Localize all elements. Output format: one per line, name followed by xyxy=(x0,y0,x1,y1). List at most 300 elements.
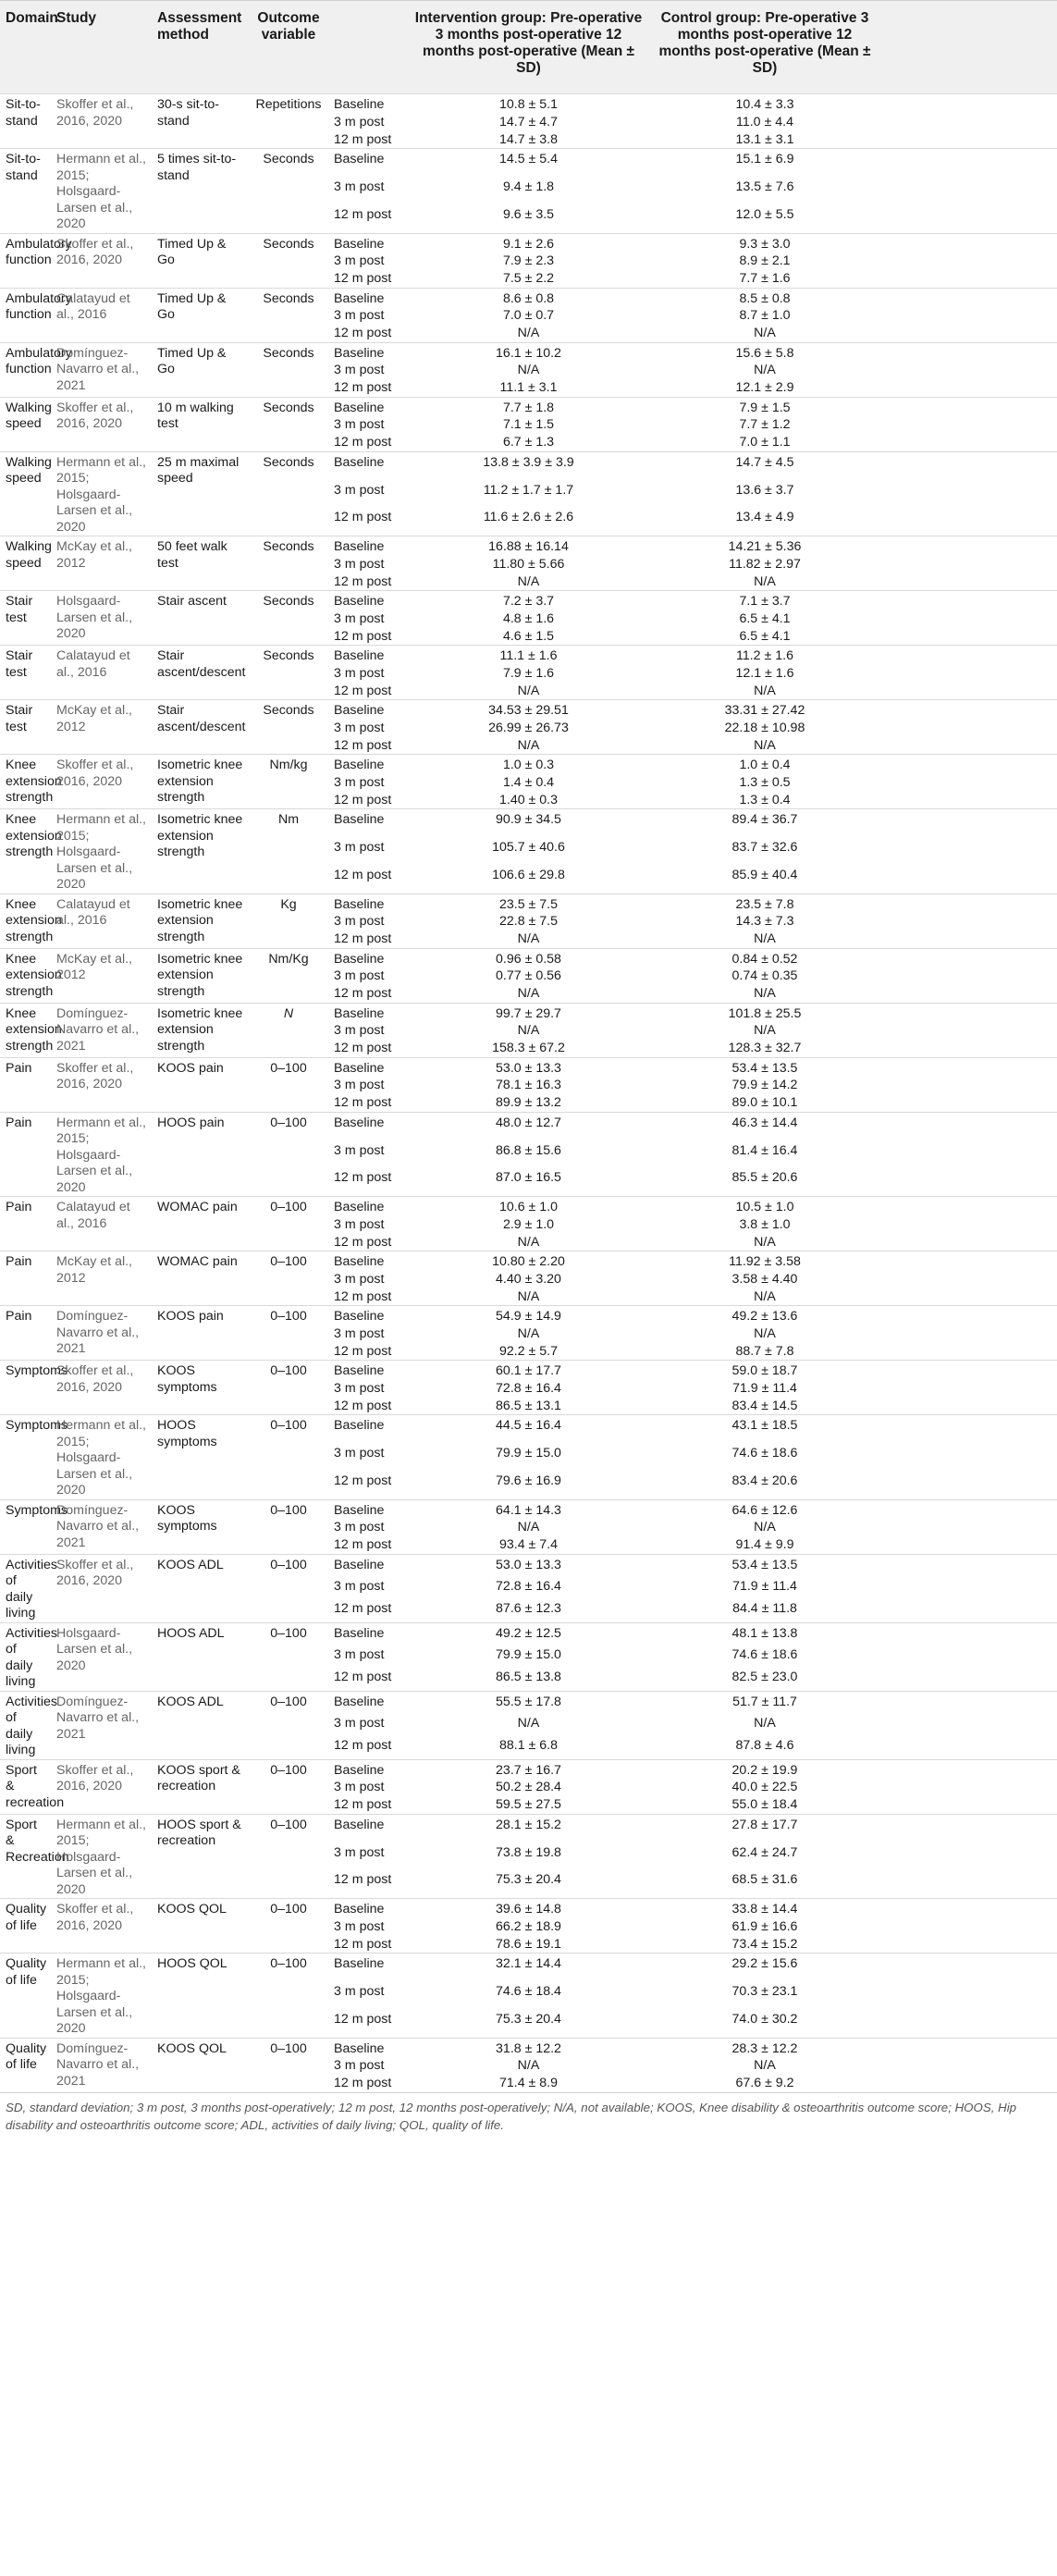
assessment-method-cell: KOOS pain xyxy=(152,1057,249,1112)
control-value-cell: 0.74 ± 0.35 xyxy=(731,968,798,983)
control-value-cell: 67.6 ± 9.2 xyxy=(735,2076,794,2090)
spacer-cell xyxy=(881,307,1057,325)
timepoint-cell: 12 m post xyxy=(334,1398,392,1413)
intervention-value-cell: 13.8 ± 3.9 ± 3.9 xyxy=(409,451,648,482)
intervention-value-cell: N/A xyxy=(517,2058,540,2073)
study-cell: McKay et al., 2012 xyxy=(51,1251,152,1306)
study-cell: Skoffer et al., 2016, 2020 xyxy=(51,1361,152,1415)
timepoint-cell: 12 m post xyxy=(334,683,392,698)
control-value-cell: 74.6 ± 18.6 xyxy=(731,1446,798,1461)
table-row xyxy=(0,809,1057,840)
spacer-cell xyxy=(881,233,1057,253)
spacer-cell xyxy=(881,1251,1057,1271)
outcome-variable-cell: Seconds xyxy=(249,288,328,342)
control-value-cell: 22.18 ± 10.98 xyxy=(724,720,805,735)
outcome-variable-cell: Seconds xyxy=(249,342,328,397)
timepoint-cell: 3 m post xyxy=(334,179,385,195)
spacer-cell xyxy=(881,1871,1057,1898)
timepoint-cell: 12 m post xyxy=(334,628,392,644)
study-cell: Hermann et al., 2015; Holsgaard-Larsen et al., 2020 xyxy=(51,1814,152,1899)
intervention-value-cell: N/A xyxy=(517,326,540,340)
intervention-value-cell: 79.9 ± 15.0 xyxy=(496,1446,561,1461)
assessment-method-cell: Isometric knee extension strength xyxy=(152,894,249,948)
control-value-cell: 11.92 ± 3.58 xyxy=(648,1251,881,1271)
outcome-variable-cell: Seconds xyxy=(249,646,328,700)
domain-cell: Pain xyxy=(0,1306,51,1361)
timepoint-cell: 12 m post xyxy=(334,1095,392,1110)
spacer-cell xyxy=(881,867,1057,894)
study-cell: Calatayud et al., 2016 xyxy=(51,894,152,948)
outcome-variable-cell: Kg xyxy=(249,894,328,948)
timepoint-cell: 3 m post xyxy=(334,1716,385,1732)
study-cell: Hermann et al., 2015; Holsgaard-Larsen et al., 2020 xyxy=(51,1415,152,1500)
control-value-cell: 13.1 ± 3.1 xyxy=(735,131,794,147)
intervention-value-cell: 11.2 ± 1.7 ± 1.7 xyxy=(483,482,574,498)
intervention-value-cell: 6.7 ± 1.3 xyxy=(502,435,555,450)
intervention-value-cell: 78.1 ± 16.3 xyxy=(496,1078,561,1092)
timepoint-cell: Baseline xyxy=(328,1415,409,1446)
outcome-variable-cell: 0–100 xyxy=(249,1251,328,1306)
intervention-value-cell: 78.6 ± 19.1 xyxy=(496,1936,561,1952)
assessment-method-cell: 25 m maximal speed xyxy=(152,451,249,536)
spacer-cell xyxy=(881,1759,1057,1779)
assessment-method-cell: KOOS ADL xyxy=(152,1554,249,1622)
control-value-cell: N/A xyxy=(754,573,776,589)
study-cell: Calatayud et al., 2016 xyxy=(51,1197,152,1251)
table-row xyxy=(0,2038,1057,2057)
timepoint-cell: 12 m post xyxy=(334,435,392,450)
control-value-cell: 128.3 ± 32.7 xyxy=(728,1041,802,1055)
intervention-value-cell: 4.6 ± 1.5 xyxy=(502,628,555,644)
domain-cell: Quality of life xyxy=(0,1954,51,2039)
domain-cell: Symptoms xyxy=(0,1415,51,1500)
spacer-cell xyxy=(881,536,1057,556)
timepoint-cell: 12 m post xyxy=(334,206,392,222)
spacer-cell xyxy=(881,792,1057,809)
outcome-variable-cell: N xyxy=(249,1003,328,1057)
control-value-cell: N/A xyxy=(754,326,776,340)
timepoint-cell: Baseline xyxy=(328,1554,409,1578)
intervention-value-cell: 1.0 ± 0.3 xyxy=(409,755,648,774)
control-value-cell: N/A xyxy=(754,737,776,753)
domain-cell: Pain xyxy=(0,1057,51,1112)
domain-cell: Knee extension strength xyxy=(0,755,51,809)
spacer-cell xyxy=(881,1094,1057,1112)
timepoint-cell: 3 m post xyxy=(334,1325,385,1341)
intervention-value-cell: 9.6 ± 3.5 xyxy=(502,206,555,222)
spacer-cell xyxy=(881,1398,1057,1415)
assessment-method-cell: HOOS ADL xyxy=(152,1622,249,1691)
spacer-cell xyxy=(881,931,1057,948)
timepoint-cell: Baseline xyxy=(328,1499,409,1519)
spacer-cell xyxy=(881,1234,1057,1251)
spacer-cell xyxy=(881,1112,1057,1142)
timepoint-cell: 3 m post xyxy=(334,2058,385,2073)
assessment-method-cell: Isometric knee extension strength xyxy=(152,755,249,809)
control-value-cell: 14.7 ± 4.5 xyxy=(648,451,881,482)
table-row xyxy=(0,536,1057,556)
spacer-cell xyxy=(881,1519,1057,1536)
spacer-cell xyxy=(881,1288,1057,1306)
domain-cell: Pain xyxy=(0,1251,51,1306)
control-value-cell: 81.4 ± 16.4 xyxy=(731,1142,798,1158)
control-value-cell: 71.9 ± 11.4 xyxy=(732,1380,797,1396)
assessment-method-cell: KOOS symptoms xyxy=(152,1499,249,1554)
assessment-method-cell: Timed Up & Go xyxy=(152,288,249,342)
intervention-value-cell: 16.1 ± 10.2 xyxy=(409,342,648,362)
control-value-cell: 23.5 ± 7.8 xyxy=(648,894,881,913)
intervention-value-cell: 79.9 ± 15.0 xyxy=(496,1647,561,1663)
control-value-cell: N/A xyxy=(754,363,776,377)
spacer-cell xyxy=(881,362,1057,379)
timepoint-cell: 12 m post xyxy=(334,1170,392,1186)
domain-cell: Ambulatory function xyxy=(0,342,51,397)
intervention-value-cell: N/A xyxy=(517,573,540,589)
intervention-value-cell: 10.80 ± 2.20 xyxy=(409,1251,648,1271)
intervention-value-cell: 7.0 ± 0.7 xyxy=(502,308,555,323)
table-row xyxy=(0,1197,1057,1216)
header-timepoint xyxy=(328,1,409,94)
assessment-method-cell: 5 times sit-to-stand xyxy=(152,149,249,234)
domain-cell: Activities of daily living xyxy=(0,1554,51,1622)
spacer-cell xyxy=(881,325,1057,342)
outcome-variable-cell: 0–100 xyxy=(249,1622,328,1691)
study-cell: Calatayud et al., 2016 xyxy=(51,646,152,700)
spacer-cell xyxy=(881,114,1057,131)
domain-cell: Knee extension strength xyxy=(0,948,51,1003)
control-value-cell: 83.4 ± 20.6 xyxy=(731,1473,798,1488)
spacer-cell xyxy=(881,2038,1057,2057)
control-value-cell: 70.3 ± 23.1 xyxy=(731,1984,798,2000)
domain-cell: Quality of life xyxy=(0,1899,51,1954)
spacer-cell xyxy=(881,1216,1057,1234)
timepoint-cell: Baseline xyxy=(328,1759,409,1779)
outcome-variable-cell: 0–100 xyxy=(249,1759,328,1814)
timepoint-cell: 12 m post xyxy=(334,986,392,1001)
outcome-variable-cell: 0–100 xyxy=(249,1057,328,1112)
outcome-variable-cell: Nm/Kg xyxy=(249,948,328,1003)
table-row xyxy=(0,894,1057,913)
study-cell: McKay et al., 2012 xyxy=(51,700,152,755)
intervention-value-cell: 32.1 ± 14.4 xyxy=(409,1954,648,1984)
spacer-cell xyxy=(881,288,1057,307)
control-value-cell: 79.9 ± 14.2 xyxy=(731,1078,798,1092)
intervention-value-cell: 7.5 ± 2.2 xyxy=(502,271,555,286)
table-row xyxy=(0,591,1057,610)
timepoint-cell: 3 m post xyxy=(334,1380,385,1396)
control-value-cell: 13.4 ± 4.9 xyxy=(735,510,794,525)
intervention-value-cell: 54.9 ± 14.9 xyxy=(409,1306,648,1325)
spacer-cell xyxy=(881,610,1057,628)
intervention-value-cell: 11.1 ± 3.1 xyxy=(499,380,558,395)
spacer-cell xyxy=(881,809,1057,840)
timepoint-cell: Baseline xyxy=(328,1112,409,1142)
domain-cell: Pain xyxy=(0,1112,51,1197)
outcome-variable-cell: 0–100 xyxy=(249,1197,328,1251)
intervention-value-cell: 72.8 ± 16.4 xyxy=(496,1579,561,1595)
spacer-cell xyxy=(881,1936,1057,1954)
timepoint-cell: 3 m post xyxy=(334,840,385,856)
intervention-value-cell: 66.2 ± 18.9 xyxy=(496,1918,561,1934)
control-value-cell: 8.5 ± 0.8 xyxy=(648,288,881,307)
control-value-cell: 8.9 ± 2.1 xyxy=(739,253,791,268)
timepoint-cell: 12 m post xyxy=(334,1872,392,1888)
timepoint-cell: 12 m post xyxy=(334,931,392,946)
assessment-method-cell: Isometric knee extension strength xyxy=(152,948,249,1003)
domain-cell: Walking speed xyxy=(0,397,51,451)
control-value-cell: 14.3 ± 7.3 xyxy=(735,914,794,929)
spacer-cell xyxy=(881,94,1057,114)
control-value-cell: 33.8 ± 14.4 xyxy=(648,1899,881,1918)
timepoint-cell: 3 m post xyxy=(334,774,385,790)
outcome-variable-cell: 0–100 xyxy=(249,1361,328,1415)
outcome-variable-cell: Seconds xyxy=(249,591,328,646)
study-cell: Skoffer et al., 2016, 2020 xyxy=(51,233,152,288)
spacer-cell xyxy=(881,720,1057,737)
intervention-value-cell: 11.6 ± 2.6 ± 2.6 xyxy=(483,510,574,525)
control-value-cell: 53.4 ± 13.5 xyxy=(648,1057,881,1077)
assessment-method-cell: KOOS symptoms xyxy=(152,1361,249,1415)
study-cell: Skoffer et al., 2016, 2020 xyxy=(51,94,152,149)
table-row xyxy=(0,1759,1057,1779)
spacer-cell xyxy=(881,1361,1057,1380)
study-cell: Skoffer et al., 2016, 2020 xyxy=(51,1759,152,1814)
spacer-cell xyxy=(881,131,1057,149)
assessment-method-cell: Stair ascent/descent xyxy=(152,646,249,700)
intervention-value-cell: 14.7 ± 3.8 xyxy=(498,131,558,147)
spacer-cell xyxy=(881,985,1057,1003)
study-cell: Holsgaard-Larsen et al., 2020 xyxy=(51,591,152,646)
timepoint-cell: 12 m post xyxy=(334,326,392,340)
header-spacer xyxy=(881,1,1057,94)
control-value-cell: 83.7 ± 32.6 xyxy=(731,840,798,856)
intervention-value-cell: 4.8 ± 1.6 xyxy=(502,610,555,626)
spacer-cell xyxy=(881,1415,1057,1446)
timepoint-cell: 12 m post xyxy=(334,1041,392,1055)
spacer-cell xyxy=(881,1715,1057,1737)
timepoint-cell: 3 m post xyxy=(334,1078,385,1092)
domain-cell: Symptoms xyxy=(0,1361,51,1415)
table-header xyxy=(0,1,1057,94)
control-value-cell: 59.0 ± 18.7 xyxy=(648,1361,881,1380)
timepoint-cell: 3 m post xyxy=(334,720,385,735)
header-assessment-method: Assessment method xyxy=(157,10,242,43)
spacer-cell xyxy=(881,416,1057,434)
assessment-method-cell: Timed Up & Go xyxy=(152,233,249,288)
intervention-value-cell: 50.2 ± 28.4 xyxy=(496,1780,561,1794)
assessment-method-cell: KOOS sport & recreation xyxy=(152,1759,249,1814)
spacer-cell xyxy=(881,1622,1057,1646)
timepoint-cell: 12 m post xyxy=(334,867,392,882)
timepoint-cell: 3 m post xyxy=(334,610,385,626)
intervention-value-cell: 10.6 ± 1.0 xyxy=(409,1197,648,1216)
assessment-method-cell: WOMAC pain xyxy=(152,1197,249,1251)
spacer-cell xyxy=(881,968,1057,985)
timepoint-cell: 12 m post xyxy=(334,510,392,525)
timepoint-cell: Baseline xyxy=(328,233,409,253)
timepoint-cell: Baseline xyxy=(328,755,409,774)
control-value-cell: 62.4 ± 24.7 xyxy=(731,1844,798,1860)
timepoint-cell: 12 m post xyxy=(334,1797,392,1812)
timepoint-cell: 3 m post xyxy=(334,1023,385,1038)
timepoint-cell: 12 m post xyxy=(334,573,392,589)
timepoint-cell: Baseline xyxy=(328,1057,409,1077)
control-value-cell: 43.1 ± 18.5 xyxy=(648,1415,881,1446)
control-value-cell: 84.4 ± 11.8 xyxy=(732,1601,797,1617)
intervention-value-cell: 16.88 ± 16.14 xyxy=(409,536,648,556)
control-value-cell: 7.7 ± 1.2 xyxy=(739,417,791,432)
spacer-cell xyxy=(881,1499,1057,1519)
intervention-value-cell: 26.99 ± 26.73 xyxy=(488,720,569,735)
assessment-method-cell: Stair ascent/descent xyxy=(152,700,249,755)
study-cell: Hermann et al., 2015; Holsgaard-Larsen et al., 2020 xyxy=(51,1112,152,1197)
intervention-value-cell: N/A xyxy=(517,986,540,1001)
timepoint-cell: 12 m post xyxy=(334,1343,392,1359)
intervention-value-cell: N/A xyxy=(517,1023,540,1038)
intervention-value-cell: 93.4 ± 7.4 xyxy=(498,1537,558,1552)
outcome-variable-cell: Seconds xyxy=(249,451,328,536)
assessment-method-cell: 50 feet walk test xyxy=(152,536,249,591)
spacer-cell xyxy=(881,1003,1057,1022)
control-value-cell: 85.5 ± 20.6 xyxy=(731,1170,798,1186)
spacer-cell xyxy=(881,948,1057,968)
table-row xyxy=(0,94,1057,114)
spacer-cell xyxy=(881,1554,1057,1578)
timepoint-cell: Baseline xyxy=(328,809,409,840)
timepoint-cell: 3 m post xyxy=(334,253,385,268)
spacer-cell xyxy=(881,646,1057,665)
outcome-variable-cell: Seconds xyxy=(249,233,328,288)
intervention-value-cell: 10.8 ± 5.1 xyxy=(409,94,648,114)
spacer-cell xyxy=(881,2075,1057,2092)
timepoint-cell: 3 m post xyxy=(334,1984,385,2000)
intervention-value-cell: N/A xyxy=(517,1716,540,1732)
spacer-cell xyxy=(881,1022,1057,1040)
timepoint-cell: Baseline xyxy=(328,536,409,556)
spacer-cell xyxy=(881,665,1057,683)
study-cell: Hermann et al., 2015; Holsgaard-Larsen et al., 2020 xyxy=(51,1954,152,2039)
intervention-value-cell: N/A xyxy=(517,1288,540,1304)
timepoint-cell: Baseline xyxy=(328,397,409,416)
table-row xyxy=(0,755,1057,774)
timepoint-cell: 3 m post xyxy=(334,556,385,572)
table-row xyxy=(0,1251,1057,1271)
intervention-value-cell: 59.5 ± 27.5 xyxy=(496,1797,561,1812)
header-row xyxy=(0,1,1057,94)
spacer-cell xyxy=(881,1646,1057,1669)
timepoint-cell: Baseline xyxy=(328,894,409,913)
outcome-variable-cell: Repetitions xyxy=(249,94,328,149)
intervention-value-cell: 31.8 ± 12.2 xyxy=(409,2038,648,2057)
spacer-cell xyxy=(881,1954,1057,1984)
control-value-cell: N/A xyxy=(754,1288,776,1304)
study-cell: Holsgaard-Larsen et al., 2020 xyxy=(51,1622,152,1691)
intervention-value-cell: 79.6 ± 16.9 xyxy=(496,1473,561,1488)
header-study: Study xyxy=(56,10,97,26)
timepoint-cell: 3 m post xyxy=(334,968,385,983)
spacer-cell xyxy=(881,1142,1057,1169)
intervention-value-cell: N/A xyxy=(517,1234,540,1250)
table-row xyxy=(0,1112,1057,1142)
table-body xyxy=(0,94,1057,2093)
control-value-cell: 3.58 ± 4.40 xyxy=(731,1271,798,1287)
intervention-value-cell: 1.40 ± 0.3 xyxy=(498,792,558,807)
study-cell: Skoffer et al., 2016, 2020 xyxy=(51,1899,152,1954)
study-cell: Domínguez-Navarro et al., 2021 xyxy=(51,342,152,397)
outcome-variable-cell: 0–100 xyxy=(249,1691,328,1759)
control-value-cell: 28.3 ± 12.2 xyxy=(648,2038,881,2057)
timepoint-cell: 12 m post xyxy=(334,1234,392,1250)
control-value-cell: 51.7 ± 11.7 xyxy=(648,1691,881,1715)
timepoint-cell: 3 m post xyxy=(334,308,385,323)
table-row xyxy=(0,948,1057,968)
timepoint-cell: 12 m post xyxy=(334,1473,392,1488)
control-value-cell: 33.31 ± 27.42 xyxy=(648,700,881,720)
spacer-cell xyxy=(881,1057,1057,1077)
spacer-cell xyxy=(881,913,1057,931)
control-value-cell: 14.21 ± 5.36 xyxy=(648,536,881,556)
intervention-value-cell: N/A xyxy=(517,1520,540,1535)
assessment-method-cell: 10 m walking test xyxy=(152,397,249,451)
outcome-variable-cell: 0–100 xyxy=(249,1554,328,1622)
timepoint-cell: Baseline xyxy=(328,1251,409,1271)
study-cell: Domínguez-Navarro et al., 2021 xyxy=(51,1691,152,1759)
assessment-method-cell: WOMAC pain xyxy=(152,1251,249,1306)
outcome-variable-cell: 0–100 xyxy=(249,1954,328,2039)
spacer-cell xyxy=(881,509,1057,536)
control-value-cell: 85.9 ± 40.4 xyxy=(731,867,798,882)
intervention-value-cell: N/A xyxy=(517,363,540,377)
outcome-variable-cell: Nm/kg xyxy=(249,755,328,809)
timepoint-cell: 3 m post xyxy=(334,1520,385,1535)
domain-cell: Quality of life xyxy=(0,2038,51,2092)
intervention-value-cell: 28.1 ± 15.2 xyxy=(409,1814,648,1844)
control-value-cell: 1.0 ± 0.4 xyxy=(648,755,881,774)
control-value-cell: N/A xyxy=(754,1234,776,1250)
intervention-value-cell: 9.1 ± 2.6 xyxy=(409,233,648,253)
intervention-value-cell: 14.7 ± 4.7 xyxy=(498,114,558,129)
spacer-cell xyxy=(881,556,1057,573)
control-value-cell: 87.8 ± 4.6 xyxy=(735,1738,794,1754)
spacer-cell xyxy=(881,700,1057,720)
table-row xyxy=(0,288,1057,307)
outcome-variable-cell: Seconds xyxy=(249,700,328,755)
outcome-variable-cell: 0–100 xyxy=(249,1415,328,1500)
timepoint-cell: 12 m post xyxy=(334,1601,392,1617)
header-domain: Domain xyxy=(6,10,58,26)
timepoint-cell: 3 m post xyxy=(334,1647,385,1663)
control-value-cell: 101.8 ± 25.5 xyxy=(648,1003,881,1022)
timepoint-cell: Baseline xyxy=(328,591,409,610)
spacer-cell xyxy=(881,434,1057,451)
spacer-cell xyxy=(881,1197,1057,1216)
control-value-cell: N/A xyxy=(754,1716,776,1732)
assessment-method-cell: KOOS QOL xyxy=(152,1899,249,1954)
control-value-cell: 64.6 ± 12.6 xyxy=(648,1499,881,1519)
outcome-variable-cell: 0–100 xyxy=(249,1499,328,1554)
intervention-value-cell: 55.5 ± 17.8 xyxy=(409,1691,648,1715)
timepoint-cell: 3 m post xyxy=(334,1918,385,1934)
table-row xyxy=(0,646,1057,665)
intervention-value-cell: 22.8 ± 7.5 xyxy=(498,914,558,929)
study-cell: Skoffer et al., 2016, 2020 xyxy=(51,397,152,451)
intervention-value-cell: 92.2 ± 5.7 xyxy=(498,1343,558,1359)
intervention-value-cell: 73.8 ± 19.8 xyxy=(496,1844,561,1860)
timepoint-cell: Baseline xyxy=(328,1361,409,1380)
domain-cell: Stair test xyxy=(0,700,51,755)
control-value-cell: 8.7 ± 1.0 xyxy=(739,308,791,323)
intervention-value-cell: 86.5 ± 13.1 xyxy=(496,1398,561,1413)
